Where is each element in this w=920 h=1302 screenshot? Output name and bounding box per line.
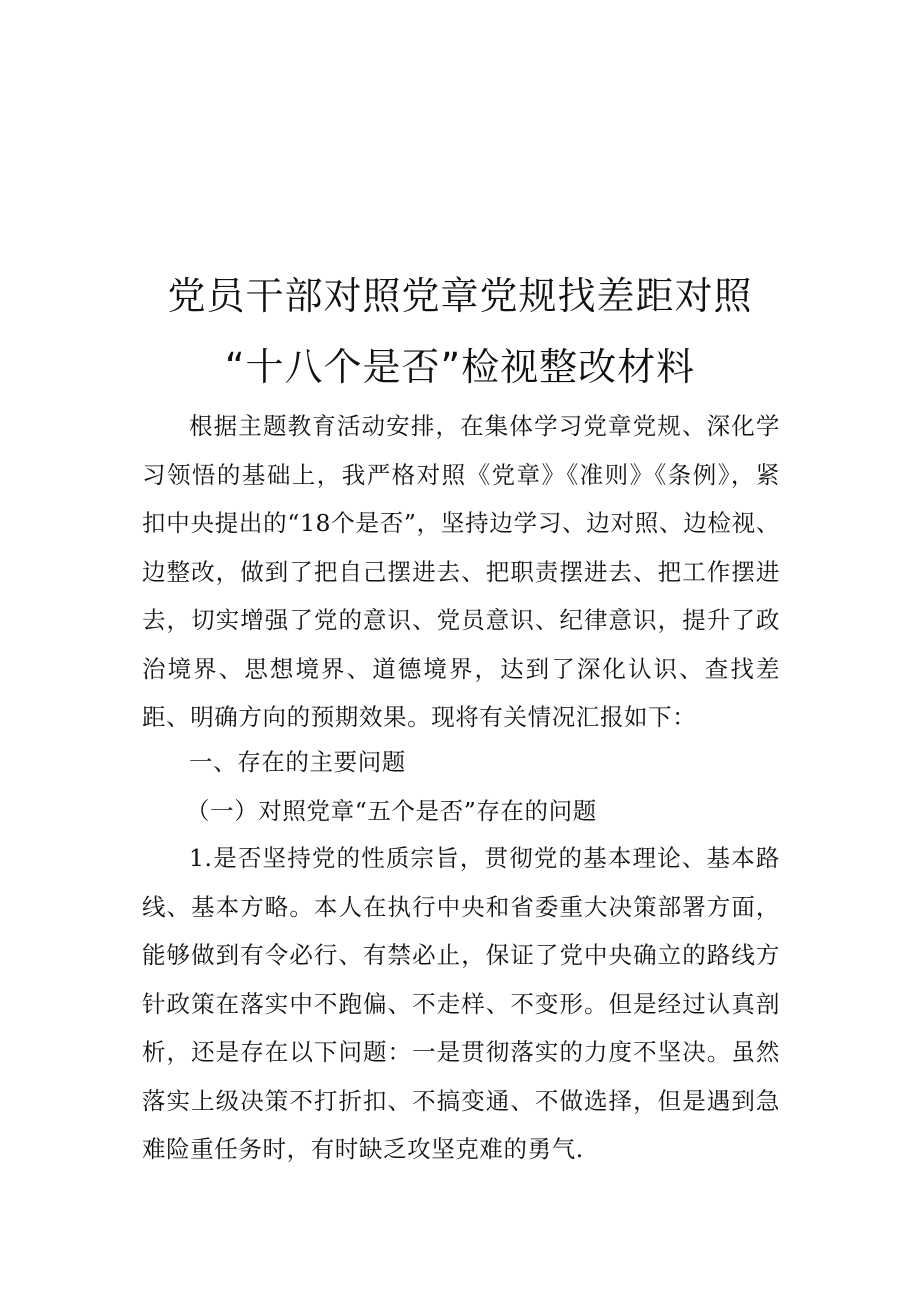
intro-paragraph: 根据主题教育活动安排，在集体学习党章党规、深化学习领悟的基础上，我严格对照《党章》《准则》《条例》，紧扣中央提出的“18个是否”，坚持边学习、边对照、边检视、边整改，做到了把自己摆进去、把职责摆进去、把工作摆进去，切实增强了党的意识、党员意识、纪律意识，提升了政治境界、思想境界、道德境界，达到了深化认识、查找差距、明确方向的预期效果。现将有关情况汇报如下：: [142, 412, 780, 731]
document-title-line-1: 党员干部对照党章党规找差距对照: [167, 274, 753, 318]
item-paragraph-1: 1.是否坚持党的性质宗旨，贯彻党的基本理论、基本路线、基本方略。本人在执行中央和省委重大决策部署方面，能够做到有令必行、有禁必止，保证了党中央确立的路线方针政策在落实中不跑偏、不走样、不变形。但是经过认真剖析，还是存在以下问题：一是贯彻落实的力度不坚决。虽然落实上级决策不打折扣、不搞变通、不做选择，但是遇到急难险重任务时，有时缺乏攻坚克难的勇气.: [142, 844, 780, 1163]
document-title-line-2: “十八个是否”检视整改材料: [224, 345, 696, 389]
section-heading-1: 一、存在的主要问题: [189, 748, 406, 776]
subsection-heading-1: （一）对照党章“五个是否”存在的问题: [186, 797, 597, 825]
